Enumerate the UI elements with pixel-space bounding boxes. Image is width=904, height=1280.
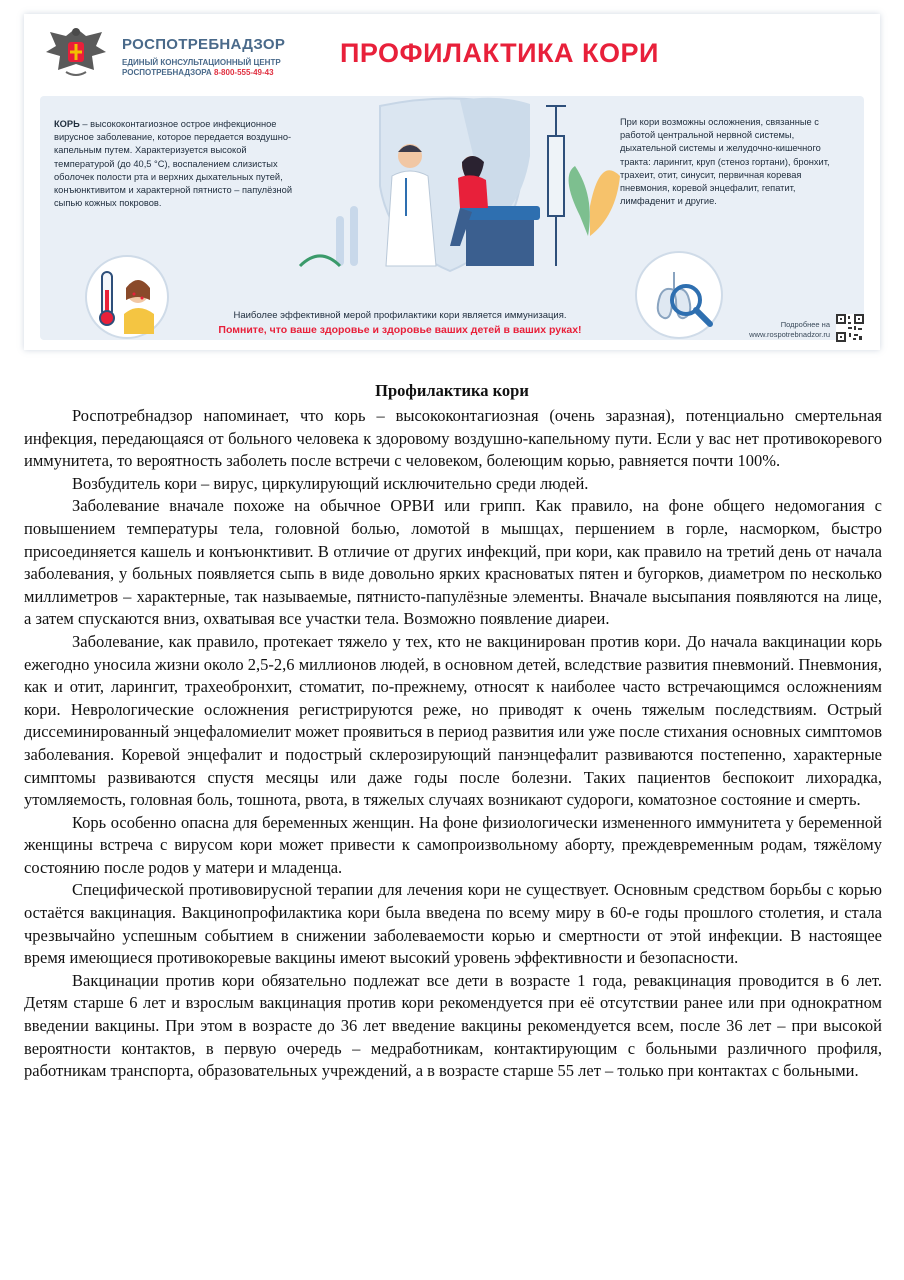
org-subtitle: [122, 58, 281, 78]
complications-text: При кори возможны осложнения, связанные с работой центральной нервной системы, дыхательной системы и желудочно-кишечного тракта: ларингит, круп (стеноз гортани), бронхит, трахеит, отит, синусит, первичная коревая пневмония, коревой энцефалит, гепатит, лимфаденит и другие.: [620, 117, 830, 207]
more-url-link[interactable]: www.rospotrebnadzor.ru: [749, 330, 830, 339]
measles-definition: [54, 118, 304, 210]
org-sub-line2: [122, 68, 281, 78]
paragraph: Возбудитель кори – вирус, циркулирующий исключительно среди людей.: [72, 473, 589, 493]
qr-code-icon[interactable]: [836, 314, 864, 342]
banner-header: [24, 14, 880, 94]
paragraph: Роспотребнадзор напоминает, что корь – высококонтагиозная (очень заразная), потенциально смертельная инфекция, передающаяся от больного человека к здоровому воздушно-капельному пути. Если у вас нет противокоревого иммунитета, то вероятность заболеть после встречи с человеком, болеющим корью, равняется почти 100%.: [24, 406, 882, 471]
more-info: [730, 320, 830, 340]
measles-definition-text: – высококонтагиозное острое инфекционное вирусное заболевание, которое передается воздушно-капельным путем. Характеризуется высокой температурой (до 40,5 °С), воспалением слизистых оболочек полости рта и верхних дыхательных путей, конъюнктивитом и характерной пятнисто – папулёзной сыпью кожных покровов.: [54, 119, 293, 209]
immunization-line: Наиболее эффективной мерой профилактики кори является иммунизация.: [233, 310, 567, 321]
paragraph: Корь особенно опасна для беременных женщин. На фоне физиологически измененного иммунитета у беременной женщины встреча с вирусом кори может привести к самопроизвольному аборту, преждевременным родам, тяжёлому состоянию после родов у матери и младенца.: [24, 812, 882, 877]
banner-title: ПРОФИЛАКТИКА КОРИ: [340, 38, 659, 68]
org-sub-line2-text: РОСПОТРЕБНАДЗОРА: [122, 68, 212, 77]
immunization-message: [180, 308, 620, 338]
paragraph: Специфической противовирусной терапии для лечения кори не существует. Основным средством борьбы с корью остаётся вакцинация. Вакцинопрофилактика кори была введена по всему миру в 60-е годы прошлого столетия, и стала чрезвычайно успешным событием в снижении заболеваемости корью и смертности от этой инфекции. В настоящее время имеющиеся противокоревые вакцины имеют высокий уровень эффективности и безопасности.: [24, 880, 882, 968]
paragraph: Заболевание вначале похоже на обычное ОРВИ или грипп. Как правило, на фоне общего недомогания с повышением температуры тела, головной болью, ломотой в мышцах, першением в горле, насморком, быстро присоединяется кашель и конъюнктивит. В отличие от других инфекций, при кори, как правило на третий день от начала заболевания, у больных появляется сыпь в виде довольно ярких красноватых пятен и бугорков, диаметром по несколько миллиметров – характерные, так называемые, пятнисто-папулёзные элементы. Вначале высыпания появляются на лице, а затем спускаются вниз, охватывая все участки тела. Возможно появление диареи.: [24, 496, 882, 629]
measles-term: КОРЬ: [54, 119, 80, 129]
thermometer-child-icon: [84, 254, 170, 340]
article-body: [24, 405, 882, 1083]
paragraph: Заболевание, как правило, протекает тяжело у тех, кто не вакцинирован против кори. До начала вакцинации корь ежегодно уносила жизни около 2,5-2,6 миллионов людей, в основном детей, вследствие развития пневмоний. Пневмония, как и отит, ларингит, трахеобронхит, стоматит, по-прежнему, относят к наиболее часто встречающимся осложнениям кори. Неврологические осложнения регистрируются реже, но приводят к очень тяжелым последствиям. Острый диссеминированный энцефаломиелит может проявиться в период развития или уже после стихания основных симптомов заболевания. Коревой энцефалит и подострый склерозирующий панэнцефалит развиваются постепенно, характерные симптомы развиваются спустя месяцы или даже годы после болезни. Таких пациентов беспокоит лихорадка, утомляемость, головная боль, тошнота, рвота, в тяжелых случаях возникают судороги, коматозное состояние и смерть.: [24, 631, 882, 810]
doctor-child-illustration-icon: [260, 96, 640, 286]
hotline-phone: 8-800-555-49-43: [213, 68, 274, 77]
org-sub-line1: ЕДИНЫЙ КОНСУЛЬТАЦИОННЫЙ ЦЕНТР: [122, 58, 281, 67]
more-label: Подробнее на: [780, 320, 830, 329]
emblem-icon: [36, 22, 116, 82]
infographic-banner: [24, 14, 880, 350]
banner-body: [40, 96, 864, 340]
paragraph: Вакцинации против кори обязательно подлежат все дети в возрасте 1 года, ревакцинация проводится в 6 лет. Детям старше 6 лет и взрослым вакцинация против кори рекомендуется при её отсутствии ранее или при однократном введении вакцины. При этом в возрасте до 36 лет введение вакцины рекомендуется всем, после 36 лет – при высокой вероятности контактов, в первую очередь – медработникам, контактирующим с больными различного профиля, работникам транспорта, образовательных учреждений, а в возрасте старше 55 лет – только при контактах с больными.: [24, 970, 882, 1081]
article-title: Профилактика кори: [375, 381, 529, 400]
health-reminder-line: Помните, что ваше здоровье и здоровье ваших детей в ваших руках!: [218, 324, 582, 336]
org-name: РОСПОТРЕБНАДЗОР: [122, 36, 286, 53]
lungs-magnifier-icon: [634, 250, 724, 340]
